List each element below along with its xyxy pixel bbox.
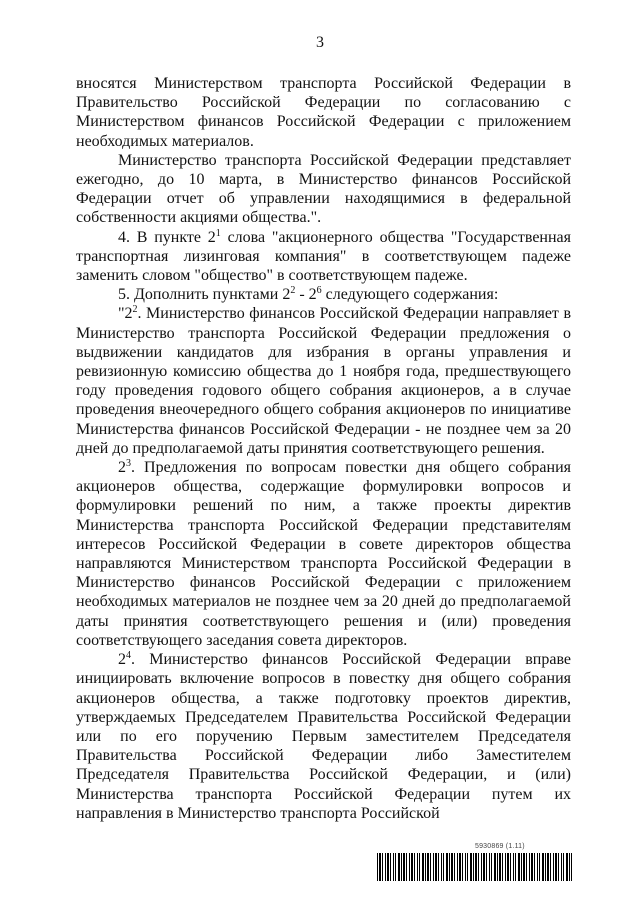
barcode-image [377, 853, 572, 881]
paragraph-text: . Министерство финансов Российской Федерации направляет в Министерство транспорта Российской Федерации предложения о выдвижении кандидатов для избрания в органы управления и ревизионную комиссию общества до 1 ноября года, предшествующего году проведения годового общего собрания акционеров, а в случае проведения внеочередного общего собрания акционеров по инициативе Министерства финансов Российской Федерации - не позднее чем за 20 дней до предполагаемой даты принятия соответствующего решения. [76, 305, 571, 457]
paragraph [76, 650, 571, 823]
paragraph-text: 4. В пункте 2 [118, 228, 216, 246]
paragraph [76, 228, 571, 286]
barcode-label: 5930869 (1.11) [475, 843, 525, 850]
superscript: 2 [290, 285, 296, 297]
paragraph-text: Министерство транспорта Российской Федерации представляет ежегодно, до 10 марта, в Министерство финансов Российской Федерации отчет об управлении находящимися в федеральной собственности акциями общества.". [76, 151, 571, 227]
paragraph-text: - 2 [295, 286, 317, 304]
paragraph-text: . Министерство финансов Российской Федерации вправе инициировать включение вопросов в повестку дня общего собрания акционеров общества, а также подготовку проектов директив, утверждаемых Председателем Правительства Российской Федерации или по его поручению Первым заместителем Председателя Правительства Российской Федерации либо Заместителем Председателя Правительства Российской Федерации, и (или) Министерства транспорта Российской Федерации путем их направления в Министерство транспорта Российской [76, 651, 571, 822]
paragraph-text: . Предложения по вопросам повестки дня общего собрания акционеров общества, содержащие формулировки вопросов и формулировки решений по ним, а также проекты директив Министерства транспорта Российской Федерации представителям интересов Российской Федерации в совете директоров общества направляются Министерством транспорта Российской Федерации в Министерство финансов Российской Федерации с приложением необходимых материалов не позднее чем за 20 дней до предполагаемой даты принятия соответствующего решения и (или) проведения соответствующего заседания совета директоров. [76, 459, 571, 649]
superscript: 4 [126, 650, 131, 662]
paragraph-text: следующего содержания: [321, 286, 499, 304]
paragraph [76, 304, 571, 458]
paragraph [76, 285, 571, 304]
superscript: 3 [126, 458, 131, 470]
document-body [76, 74, 571, 823]
paragraph-text: слова "акционерного общества "Государственная транспортная лизинговая компания" в соответствующем падеже заменить словом "общество" в соответствующем падеже. [76, 228, 572, 285]
paragraph [76, 458, 571, 650]
paragraph-text: 2 [118, 651, 126, 669]
paragraph-text: 2 [118, 459, 126, 477]
paragraph [76, 151, 571, 228]
page-number: 3 [316, 34, 324, 51]
superscript: 2 [132, 304, 138, 316]
paragraph-text: "2 [118, 305, 133, 323]
superscript: 6 [316, 285, 322, 297]
paragraph [76, 74, 571, 151]
superscript: 1 [215, 227, 221, 239]
paragraph-text: 5. Дополнить пунктами 2 [118, 286, 291, 304]
paragraph-text: вносятся Министерством транспорта Российской Федерации в Правительство Российской Федерации по согласованию с Министерством финансов Российской Федерации с приложением необходимых материалов. [76, 75, 571, 150]
